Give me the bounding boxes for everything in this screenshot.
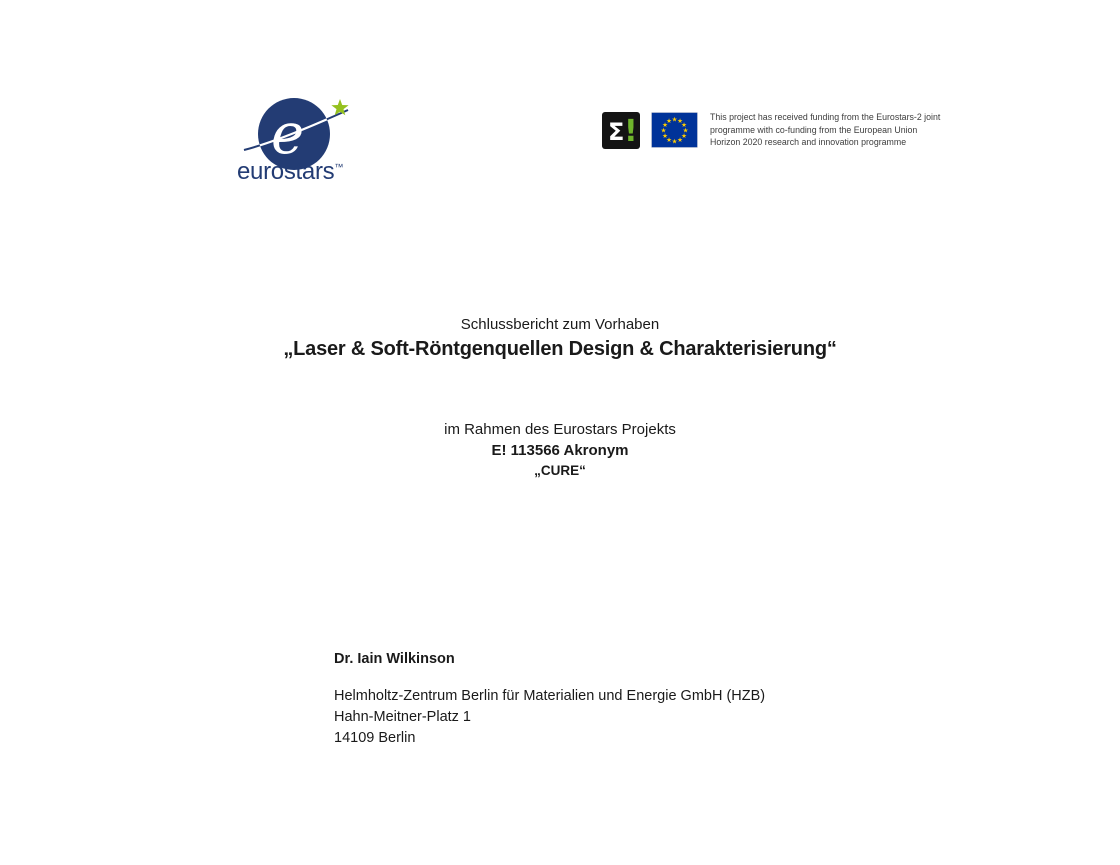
eu-star-icon: ★ bbox=[677, 136, 683, 144]
funding-note-line: This project has received funding from the Eurostars-2 joint bbox=[710, 112, 941, 122]
report-title: „Laser & Soft-Röntgenquellen Design & Charakterisierung“ bbox=[283, 338, 837, 360]
eu-flag-icon bbox=[651, 112, 698, 148]
eu-star-icon: ★ bbox=[666, 136, 672, 144]
project-context-line: im Rahmen des Eurostars Projekts bbox=[444, 421, 676, 438]
eu-star-icon: ★ bbox=[671, 137, 678, 146]
trademark-symbol: ™ bbox=[334, 162, 344, 172]
eurostars-wordmark bbox=[237, 158, 367, 186]
contact-name: Dr. Iain Wilkinson bbox=[334, 651, 455, 667]
sigma-letter: Σ bbox=[608, 118, 625, 146]
contact-institution: Helmholtz-Zentrum Berlin für Materialien und Energie GmbH (HZB) bbox=[334, 688, 766, 704]
eu-star-icon: ★ bbox=[666, 117, 672, 125]
eu-star-icon: ★ bbox=[671, 115, 678, 124]
eurostars-e-letter: e bbox=[271, 102, 305, 167]
report-subtitle: Schlussbericht zum Vorhaben bbox=[460, 316, 660, 333]
funding-note-line: Horizon 2020 research and innovation programme bbox=[710, 137, 907, 148]
funding-note bbox=[710, 111, 972, 149]
eu-star-icon: ★ bbox=[660, 126, 667, 135]
eu-star-icon: ★ bbox=[662, 132, 668, 140]
contact-city: 14109 Berlin bbox=[334, 730, 416, 746]
eu-star-icon: ★ bbox=[677, 117, 683, 125]
project-acronym-line: „CURE“ bbox=[534, 463, 586, 478]
sigma-exclamation: ! bbox=[624, 114, 638, 149]
eu-star-icon: ★ bbox=[681, 132, 687, 140]
contact-street: Hahn-Meitner-Platz 1 bbox=[334, 709, 471, 725]
eu-star-icon: ★ bbox=[662, 121, 668, 129]
eu-star-icon: ★ bbox=[682, 126, 689, 135]
eureka-sigma-logo-icon bbox=[602, 112, 640, 149]
funding-note-line: programme with co-funding from the European Union bbox=[710, 124, 918, 135]
eurostars-wordmark-text: eurostars bbox=[237, 158, 335, 185]
project-id-line: E! 113566 Akronym bbox=[491, 442, 629, 459]
eu-star-icon: ★ bbox=[681, 121, 687, 129]
